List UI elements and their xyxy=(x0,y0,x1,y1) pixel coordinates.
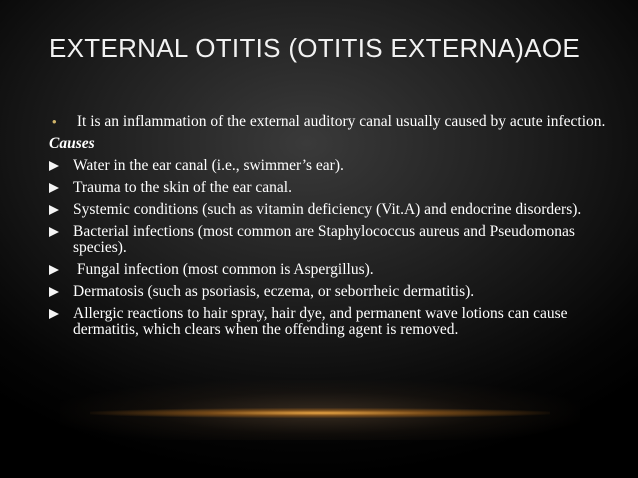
cause-item xyxy=(49,158,609,174)
arrow-bullet-icon xyxy=(49,227,59,237)
spotlight-glow-line xyxy=(90,408,550,418)
arrow-bullet-icon xyxy=(49,287,59,297)
cause-text: Bacterial infections (most common are Staphylococcus aureus and Pseudomonas species). xyxy=(73,223,575,256)
arrow-bullet-icon xyxy=(49,265,59,275)
arrow-bullet-icon xyxy=(49,183,59,193)
intro-bullet xyxy=(49,114,609,130)
cause-item xyxy=(49,224,609,256)
cause-text: Trauma to the skin of the ear canal. xyxy=(73,179,292,196)
arrow-bullet-icon xyxy=(49,309,59,319)
arrow-bullet-icon xyxy=(49,161,59,171)
cause-item xyxy=(49,284,609,300)
cause-text: Dermatosis (such as psoriasis, eczema, or seborrheic dermatitis). xyxy=(73,283,475,300)
arrow-bullet-icon xyxy=(49,205,59,215)
cause-item xyxy=(49,202,609,218)
cause-text: Water in the ear canal (i.e., swimmer’s ear). xyxy=(73,157,344,174)
intro-text: It is an inflammation of the external auditory canal usually caused by acute infection. xyxy=(73,113,606,130)
causes-heading: Causes xyxy=(49,135,95,152)
cause-text: Systemic conditions (such as vitamin deficiency (Vit.A) and endocrine disorders). xyxy=(73,201,582,218)
cause-text: Allergic reactions to hair spray, hair dye, and permanent wave lotions can cause dermatitis, which clears when the offending agent is removed. xyxy=(73,305,568,338)
slide-title: EXTERNAL OTITIS (OTITIS EXTERNA)AOE xyxy=(49,33,581,63)
cause-item xyxy=(49,262,609,278)
cause-item xyxy=(49,180,609,196)
slide-body xyxy=(49,114,609,344)
bullet-dot-icon: • xyxy=(52,114,57,129)
cause-text: Fungal infection (most common is Aspergillus). xyxy=(73,261,374,278)
cause-item xyxy=(49,306,609,338)
